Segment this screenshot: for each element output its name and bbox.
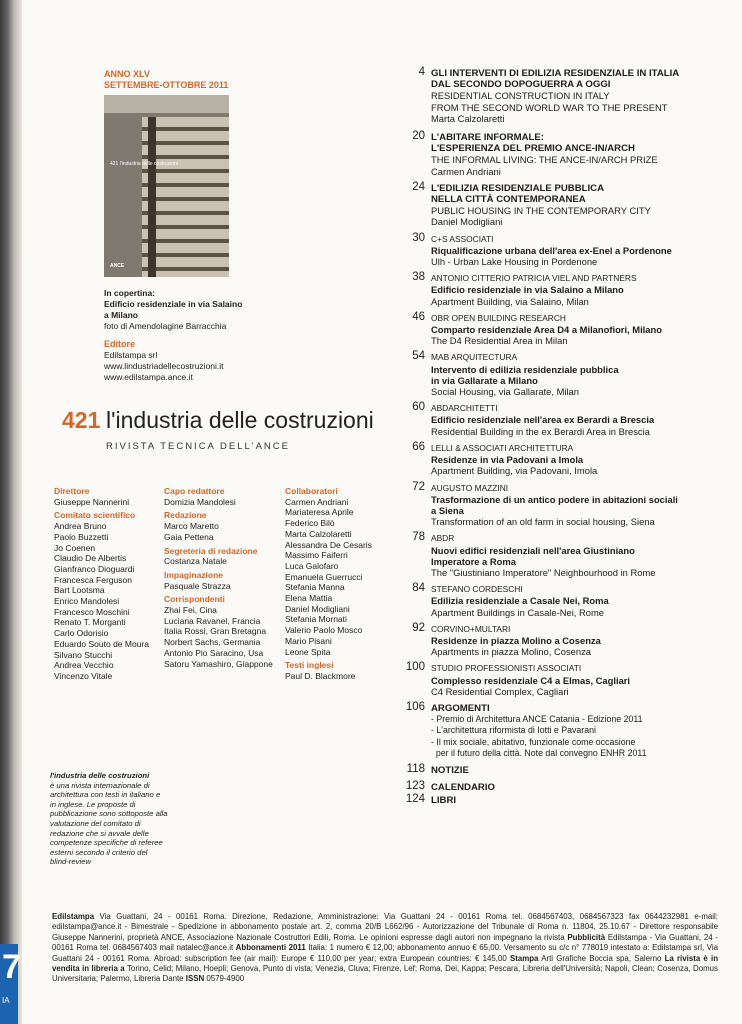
credits-heading: Direttore — [54, 486, 90, 496]
credits-name: Alessandra De Cesaris — [285, 539, 372, 550]
toc-english-title: Ulh - Urban Lake Housing in Pordenone — [431, 256, 598, 268]
toc-english-title: Apartment Buildings in Casale-Nei, Rome — [431, 606, 604, 618]
toc-title: DAL SECONDO DOPOGUERRA A OGGI — [431, 79, 611, 91]
toc-english-title: FROM THE SECOND WORLD WAR TO THE PRESENT — [431, 101, 668, 113]
toc-title: L'ABITARE INFORMALE: — [431, 132, 544, 144]
credits-name: Paul D. Blackmore — [285, 670, 356, 681]
toc-entry[interactable] — [398, 440, 728, 477]
description-title: l'industria delle costruzioni — [50, 771, 150, 780]
toc-title: LIBRI — [431, 795, 457, 807]
cover-image — [104, 95, 229, 277]
masthead — [104, 69, 228, 91]
credits-column-2 — [164, 486, 273, 669]
toc-studio: C+S ASSOCIATI — [431, 233, 494, 244]
toc-entry[interactable] — [398, 480, 728, 528]
toc-title: Intervento di edilizia residenziale pubblica — [431, 363, 619, 375]
editore-name: Edilstampa srl — [104, 350, 158, 360]
toc-english-title: Apartment Building, via Salaino, Milan — [431, 295, 589, 307]
credits-name: Marco Maretto — [164, 521, 219, 532]
credits-name: Antonio Pio Saracino, Usa — [164, 647, 264, 658]
credits-name: Giuseppe Nannerini — [54, 496, 130, 507]
caption-label: In copertina: — [104, 288, 156, 298]
editore-label: Editore — [104, 339, 136, 349]
toc-page-number: 78 — [412, 531, 425, 544]
toc-studio: CORVINO+MULTARI — [431, 623, 511, 634]
credits-name: Elena Mattia — [285, 593, 333, 604]
credits-name: Luciana Ravanel, Francia — [164, 615, 261, 626]
credits-heading: Capo redattore — [164, 486, 225, 496]
credits-name: Mariateresa Aprile — [285, 507, 354, 518]
toc-title: Trasformazione di un antico podere in abitazioni sociali — [431, 493, 678, 505]
masthead-year: ANNO XLV — [104, 69, 150, 79]
credits-heading: Redazione — [164, 510, 207, 521]
editore-url1[interactable]: www.lindustriadellecostruzioni.it — [104, 361, 224, 371]
description-text: è una rivista internazionale di architettura con testi in italiano e in inglese. Le proposte di pubblicazione sono sottoposte alla valutazione del comitato di redazione che si avvale delle competenze specifiche di referee esterni secondo il criterio del blind-review — [50, 780, 168, 867]
credits-name: Domizia Mandolesi — [164, 496, 236, 507]
credits-name: Daniel Modigliani — [285, 603, 350, 614]
credits-heading: Comitato scientifico — [54, 510, 136, 521]
toc-title: NOTIZIE — [431, 764, 469, 776]
cover-label: 421 l'industria delle costruzioni — [110, 161, 178, 167]
toc-english-title: Apartment Building, via Padovani, Imola — [431, 465, 598, 477]
toc-page-number: 92 — [412, 621, 425, 634]
toc-english-title: The D4 Residential Area in Milan — [431, 335, 568, 347]
toc-studio: ANTONIO CITTERIO PATRICIA VIEL AND PARTNERS — [431, 273, 637, 284]
credits-name: Francesco Moschini — [54, 606, 130, 617]
toc-list-item: per il futuro della città. Note dal convegno ENHR 2011 — [431, 747, 647, 758]
credits-name: Francesca Ferguson — [54, 574, 132, 585]
toc-entry[interactable] — [398, 663, 728, 697]
toc-entry[interactable] — [398, 132, 728, 177]
credits-name: Jo Coenen — [54, 542, 96, 553]
magazine-description — [50, 771, 168, 867]
toc-studio: ABDR — [431, 533, 455, 544]
credits-heading: Collaboratori — [285, 486, 338, 496]
credits-column-3 — [285, 486, 372, 682]
credits-name: Andrea Bruno — [54, 521, 107, 532]
credits-name: Federico Bilò — [285, 518, 335, 529]
toc-english-title: Social Housing, via Gallarate, Milan — [431, 386, 579, 398]
credits-name: Emanuela Guerrucci — [285, 571, 363, 582]
toc-entry[interactable] — [398, 231, 728, 268]
edge-tab-number: 7 — [2, 948, 21, 986]
credits-name: Leone Spita — [285, 646, 331, 657]
credits-name: Costanza Natale — [164, 556, 227, 567]
toc-page-number: 46 — [412, 310, 425, 323]
toc-english-title: Apartments in piazza Molino, Cosenza — [431, 646, 591, 658]
toc-title: Edilizia residenziale a Casale Nei, Roma — [431, 595, 609, 607]
edge-tab — [0, 944, 21, 1024]
toc-author: Carmen Andriani — [431, 165, 501, 177]
masthead-date: SETTEMBRE-OTTOBRE 2011 — [104, 80, 229, 90]
toc-title: Residenze in via Padovani a Imola — [431, 454, 584, 466]
credits-name: Mario Pisani — [285, 635, 332, 646]
toc-page-number: 72 — [412, 480, 425, 493]
toc-title: a Siena — [431, 504, 464, 516]
credits-name: Vincenzo Vitale — [54, 670, 113, 681]
toc-list-item: - Il mix sociale, abitativo, funzionale come occasione — [431, 736, 636, 747]
credits-name: Carmen Andriani — [285, 496, 349, 507]
table-of-contents — [398, 68, 728, 807]
credits-name: Enrico Mandolesi — [54, 596, 120, 607]
toc-english-title: C4 Residential Complex, Cagliari — [431, 685, 569, 697]
issue-number: 421 — [62, 407, 101, 433]
edge-tab-text: IA — [2, 996, 10, 1005]
toc-page-number: 30 — [412, 231, 425, 244]
toc-page-number: 38 — [412, 271, 425, 284]
toc-author: Marta Calzolaretti — [431, 112, 505, 124]
toc-entry[interactable] — [398, 700, 728, 759]
credits-name: Italia Rossi, Gran Bretagna — [164, 626, 267, 637]
credits-name: Bart Lootsma — [54, 585, 105, 596]
toc-page-number: 24 — [412, 180, 425, 193]
caption-line2: a Milano — [104, 310, 139, 320]
toc-english-title: RESIDENTIAL CONSTRUCTION IN ITALY — [431, 90, 610, 102]
toc-page-number: 118 — [406, 762, 425, 775]
toc-english-title: The "Giustiniano Imperatore" Neighbourhood in Rome — [431, 566, 656, 578]
toc-list-item: - L'architettura riformista di Iotti e Pavarani — [431, 725, 596, 736]
toc-title: in via Gallarate a Milano — [431, 374, 538, 386]
toc-studio: LELLI & ASSOCIATI ARCHITETTURA — [431, 442, 574, 453]
toc-title: Comparto residenziale Area D4 a Milanofiori, Milano — [431, 324, 662, 336]
toc-entry[interactable] — [398, 352, 728, 397]
toc-title: Residenze in piazza Molino a Cosenza — [431, 634, 601, 646]
magazine-title: l'industria delle costruzioni — [106, 407, 374, 433]
toc-title: Edificio residenziale in via Salaino a Milano — [431, 284, 624, 296]
cover-caption — [104, 288, 242, 332]
toc-studio: STUDIO PROFESSIONISTI ASSOCIATI — [431, 663, 582, 674]
editore-block — [104, 339, 224, 383]
credits-name: Zhai Fei, Cina — [164, 605, 217, 616]
credits-name: Gaia Pettena — [164, 531, 214, 542]
editore-url2[interactable]: www.edilstampa.ance.it — [104, 372, 193, 382]
cover-logo: ANCE — [110, 263, 125, 269]
toc-entry[interactable] — [398, 795, 728, 806]
credits-name: Stefania Mornati — [285, 614, 347, 625]
toc-page-number: 4 — [418, 66, 425, 78]
toc-studio: MAB ARQUITECTURA — [431, 352, 518, 363]
credits-name: Pasquale Strazza — [164, 580, 231, 591]
caption-credit: foto di Amendolagine Barracchia — [104, 321, 227, 331]
toc-entry[interactable] — [398, 310, 728, 347]
credits-name: Paolo Buzzetti — [54, 531, 109, 542]
toc-english-title: THE INFORMAL LIVING: THE ANCE-IN/ARCH PRIZE — [431, 154, 658, 166]
credits-name: Claudio De Albertis — [54, 553, 127, 564]
credits-name: Norbert Sachs, Germania — [164, 637, 261, 648]
toc-page-number: 20 — [412, 130, 425, 143]
credits-heading: Segreteria di redazione — [164, 545, 258, 556]
toc-page-number: 66 — [412, 440, 425, 453]
toc-studio: STEFANO CORDESCHI — [431, 584, 523, 595]
toc-page-number: 54 — [412, 350, 425, 363]
toc-entry[interactable] — [398, 621, 728, 658]
credits-name: Valerio Paolo Mosco — [285, 625, 363, 636]
credits-heading: Impaginazione — [164, 569, 224, 580]
toc-page-number: 60 — [412, 401, 425, 414]
credits-heading: Testi inglesi — [285, 660, 334, 671]
credits-name: Massimo Faiferri — [285, 550, 348, 561]
toc-english-title: PUBLIC HOUSING IN THE CONTEMPORARY CITY — [431, 205, 651, 217]
credits-name: Andrea Vecchio — [54, 660, 114, 671]
toc-title: Riqualificazione urbana dell'area ex-Enel a Pordenone — [431, 244, 672, 256]
credits-name: Eduardo Souto de Moura — [54, 638, 149, 649]
toc-title: Nuovi edifici residenziali nell'area Giustiniano — [431, 544, 635, 556]
credits-name: Gianfranco Dioguardi — [54, 563, 135, 574]
toc-page-number: 124 — [405, 793, 425, 806]
toc-entry[interactable] — [398, 273, 728, 307]
credits-column-1 — [54, 486, 149, 682]
toc-title: L'ESPERIENZA DEL PREMIO ANCE-IN/ARCH — [431, 143, 635, 155]
toc-entry[interactable] — [398, 68, 728, 124]
toc-title: Imperatore a Roma — [431, 555, 516, 567]
toc-english-title: Residential Building in the ex Berardi Area in Brescia — [431, 425, 650, 437]
toc-title: Complesso residenziale C4 a Elmas, Cagliari — [431, 674, 631, 686]
toc-page-number: 100 — [405, 661, 425, 674]
credits-name: Satoru Yamashiro, Giappone — [164, 658, 273, 669]
toc-english-title: Transformation of an old farm in social housing, Siena — [431, 516, 655, 528]
toc-title: CALENDARIO — [431, 782, 495, 794]
toc-entry[interactable] — [398, 180, 728, 228]
toc-studio: AUGUSTO MAZZINI — [431, 482, 509, 493]
toc-entry[interactable] — [398, 782, 728, 793]
credits-heading: Corrispondenti — [164, 594, 225, 605]
credits-name: Luca Galofaro — [285, 560, 339, 571]
toc-entry[interactable] — [398, 762, 728, 776]
toc-entry[interactable] — [398, 403, 728, 437]
toc-title: NELLA CITTÀ CONTEMPORANEA — [431, 194, 586, 206]
caption-line1: Edificio residenziale in via Salaino — [104, 299, 243, 309]
credits-name: Carlo Odorisio — [54, 628, 109, 639]
credits-name: Silvano Stucchi — [54, 649, 113, 660]
toc-title: L'EDILIZIA RESIDENZIALE PUBBLICA — [431, 182, 605, 194]
toc-page-number: 106 — [405, 700, 425, 713]
toc-title: Edificio residenziale nell'area ex Berardi a Brescia — [431, 414, 655, 426]
credits-name: Stefania Manna — [285, 582, 345, 593]
toc-entry[interactable] — [398, 584, 728, 618]
page-gutter — [0, 0, 22, 1024]
credits-name: Marta Calzolaretti — [285, 528, 352, 539]
toc-title: ARGOMENTI — [431, 702, 490, 714]
toc-studio: ABDARCHITETTI — [431, 403, 498, 414]
magazine-subtitle: RIVISTA TECNICA DELL'ANCE — [106, 441, 290, 452]
toc-list-item: - Premio di Architettura ANCE Catania - Edizione 2011 — [431, 714, 643, 725]
toc-page-number: 123 — [405, 780, 425, 793]
toc-title: GLI INTERVENTI DI EDILIZIA RESIDENZIALE IN ITALIA — [431, 68, 680, 79]
toc-entry[interactable] — [398, 533, 728, 578]
toc-studio: OBR OPEN BUILDING RESEARCH — [431, 312, 566, 323]
toc-page-number: 84 — [412, 582, 425, 595]
toc-author: Daniel Modigliani — [431, 216, 503, 228]
colophon: Edilstampa Via Guattani, 24 - 00161 Roma. Direzione, Redazione, Amministrazione: Via Guattani 24 - 00161 Roma tel. 0684567403, 0684567323 fax 0644232981 e-mail: edilstampa@ance.it - Bimestrale - Spedizione in abbonamento postale art. 2, comma 20/B L662/96 - Autorizzazione del Tribunale di Roma n. 11804, 25.10.67 - Direttore responsabile Giuseppe Nannerini, proprietà ANCE, Associazione Nazionale Costruttori Edili, Roma. Le opinioni espresse dagli autori non impegnano la rivista Pubblicità Edilstampa - Via Guattani, 24 - 00161 Roma tel. 0684567403 mail natalec@ance.it Abbonamenti 2011 Italia: 1 numero € 12,00; abbonamento annuo € 65,00. Versamento su c/c n° 778019 intestato a: Edilstampa srl, Via Guattani 24 - 00161 Roma. Abroad: subscription fee (air mail): Europe € 110,00 per year; extra European countries: € 145,00 Stampa Arti Grafiche Boccia spa, Salerno La rivista è in vendita in libreria a Torino, Celid; Milano, Hoepli; Genova, Punto di vista; Venezia, Cluva; Firenze, Lef; Roma, Dei, Kappa; Pescara, Libreria dell'Università; Napoli, Clean; Cosenza, Domus Universitaria; Palermo, Libreria Dante ISSN 0579-4900 — [52, 912, 719, 984]
credits-name: Renato T. Morganti — [54, 617, 126, 628]
